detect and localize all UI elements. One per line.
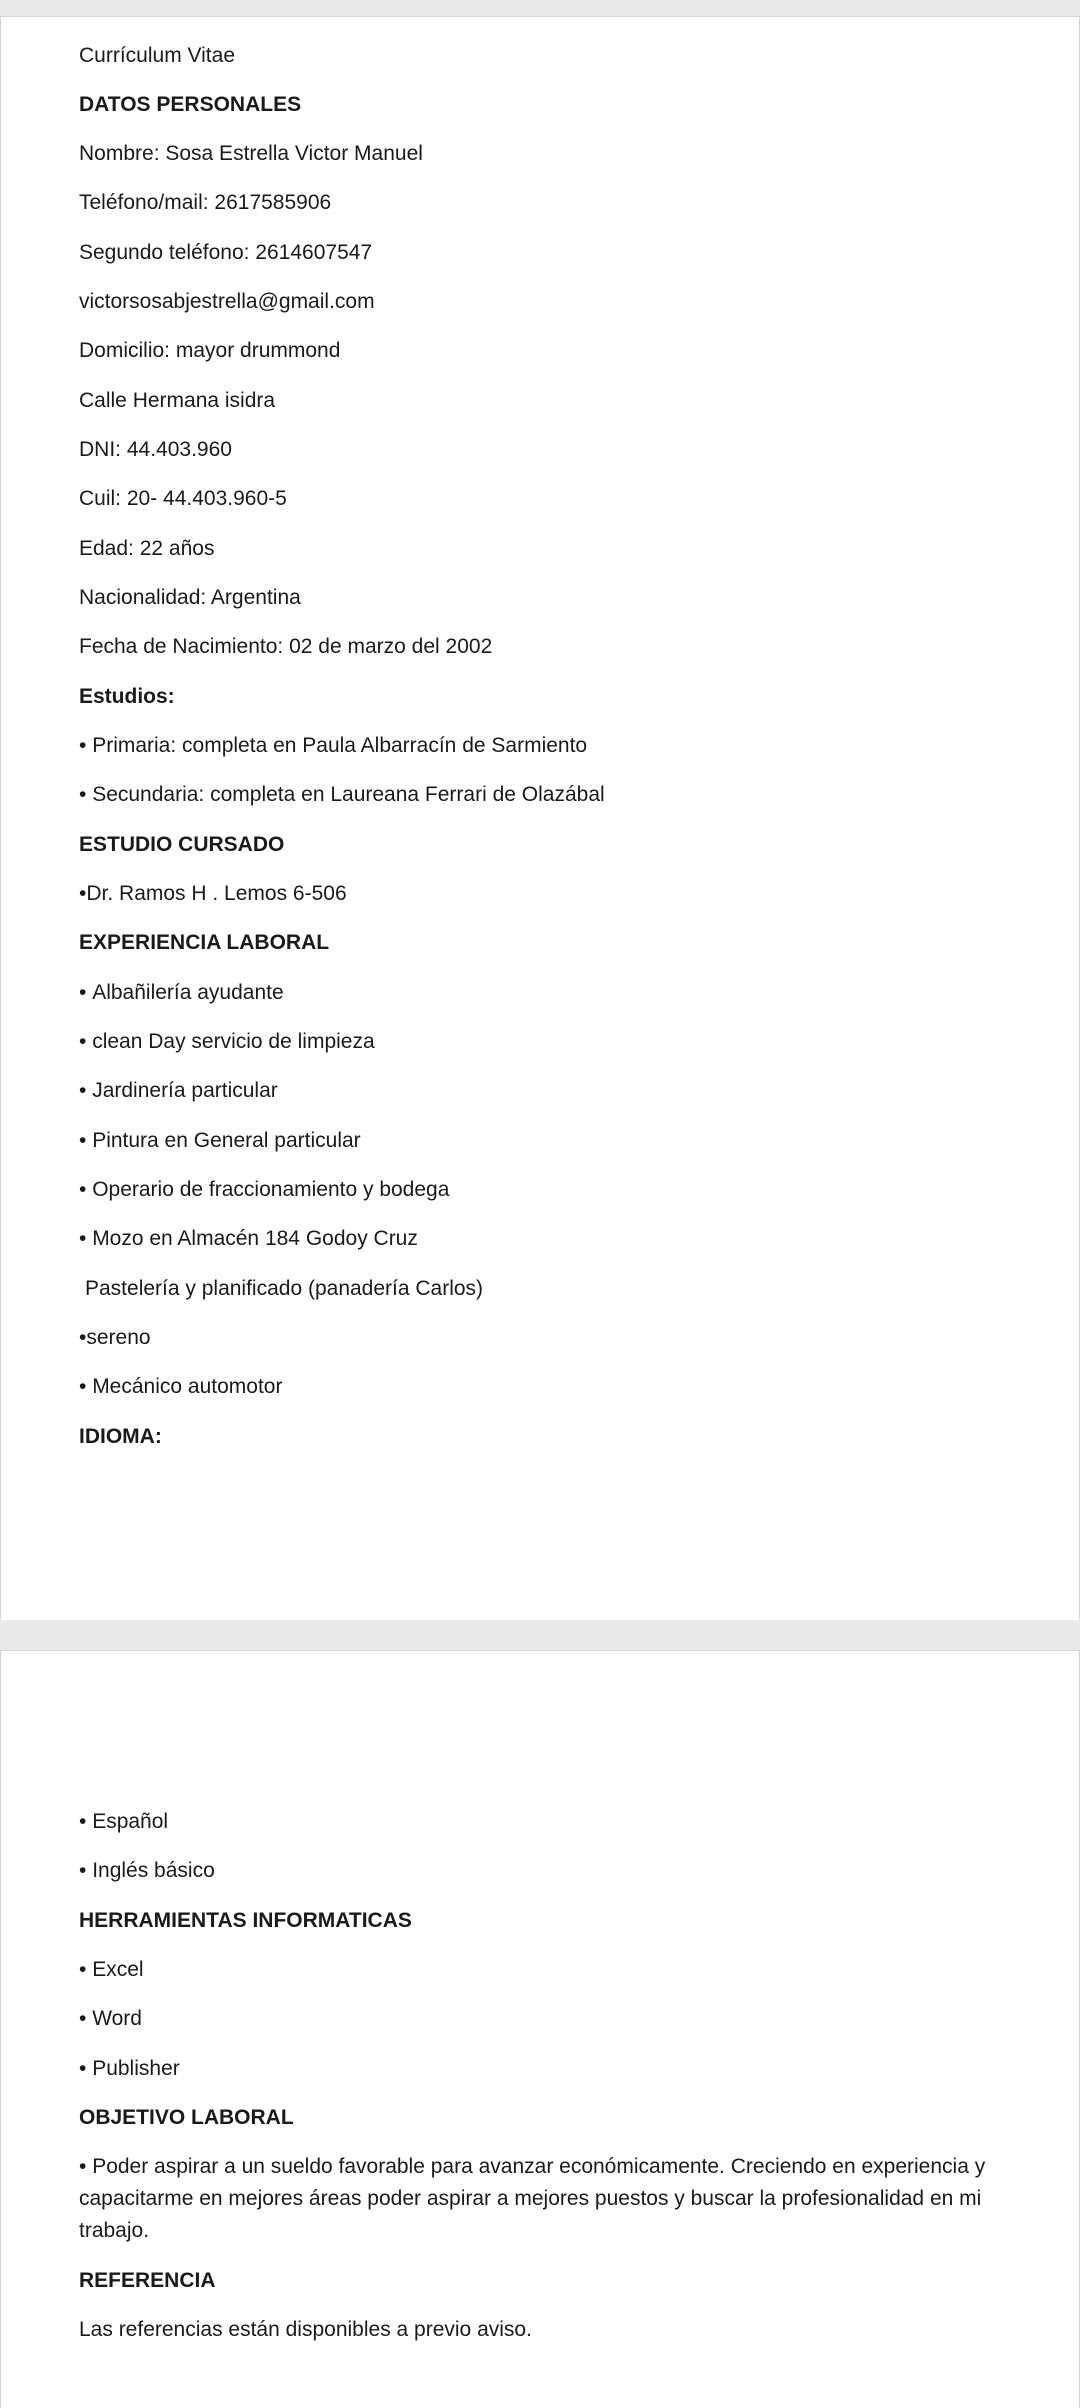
personal-street: Calle Hermana isidra: [79, 389, 276, 412]
personal-dni: DNI: 44.403.960: [79, 438, 232, 461]
course-item: • Dr. Ramos H . Lemos 6-506: [79, 879, 1029, 909]
personal-age: Edad: 22 años: [79, 537, 215, 560]
experience-item: • Jardinería particular: [79, 1076, 1029, 1106]
experience-item: • Operario de fraccionamiento y bodega: [79, 1175, 1029, 1205]
personal-cuil: Cuil: 20- 44.403.960-5: [79, 487, 287, 510]
document-title: Currículum Vitae: [79, 44, 236, 67]
experience-item: • Albañilería ayudante: [79, 978, 1029, 1008]
reference-text: Las referencias están disponibles a previo aviso.: [79, 2318, 532, 2341]
experience-item: • clean Day servicio de limpieza: [79, 1027, 1029, 1057]
tools-item: • Publisher: [79, 2054, 1029, 2084]
experience-item: • Pintura en General particular: [79, 1126, 1029, 1156]
reference-heading: REFERENCIA: [79, 2269, 216, 2292]
personal-email: victorsosabjestrella@gmail.com: [79, 290, 375, 313]
personal-phone: Teléfono/mail: 2617585906: [79, 191, 332, 214]
document-page-1: [0, 16, 1080, 1620]
experience-item: • Mecánico automotor: [79, 1372, 1029, 1402]
personal-name: Nombre: Sosa Estrella Victor Manuel: [79, 142, 423, 165]
tools-heading: HERRAMIENTAS INFORMATICAS: [79, 1909, 412, 1932]
studies-heading: Estudios:: [79, 685, 175, 708]
experience-item: • sereno: [79, 1323, 1029, 1353]
personal-address: Domicilio: mayor drummond: [79, 339, 341, 362]
personal-nationality: Nacionalidad: Argentina: [79, 586, 301, 609]
language-item: • Inglés básico: [79, 1856, 1029, 1886]
personal-phone-2: Segundo teléfono: 2614607547: [79, 241, 373, 264]
experience-item: Pastelería y planificado (panadería Carlos): [85, 1277, 484, 1300]
objective-text: • Poder aspirar a un sueldo favorable para avanzar económicamente. Creciendo en experiencia y capacitarme en mejores áreas poder aspirar a mejores puestos y buscar la profesionalidad en mi trabajo.: [79, 2151, 1029, 2247]
studies-item: • Secundaria: completa en Laureana Ferrari de Olazábal: [79, 780, 1029, 810]
objective-heading: OBJETIVO LABORAL: [79, 2106, 294, 2129]
experience-item: • Mozo en Almacén 184 Godoy Cruz: [79, 1224, 1029, 1254]
document-page-2: [0, 1650, 1080, 2408]
tools-item: • Excel: [79, 1955, 1029, 1985]
language-heading: IDIOMA:: [79, 1425, 162, 1448]
personal-birthdate: Fecha de Nacimiento: 02 de marzo del 2002: [79, 635, 493, 658]
personal-data-heading: DATOS PERSONALES: [79, 93, 302, 116]
studies-item: • Primaria: completa en Paula Albarracín de Sarmiento: [79, 731, 1029, 761]
language-item: • Español: [79, 1807, 1029, 1837]
course-heading: ESTUDIO CURSADO: [79, 833, 285, 856]
tools-item: • Word: [79, 2004, 1029, 2034]
experience-heading: EXPERIENCIA LABORAL: [79, 931, 330, 954]
